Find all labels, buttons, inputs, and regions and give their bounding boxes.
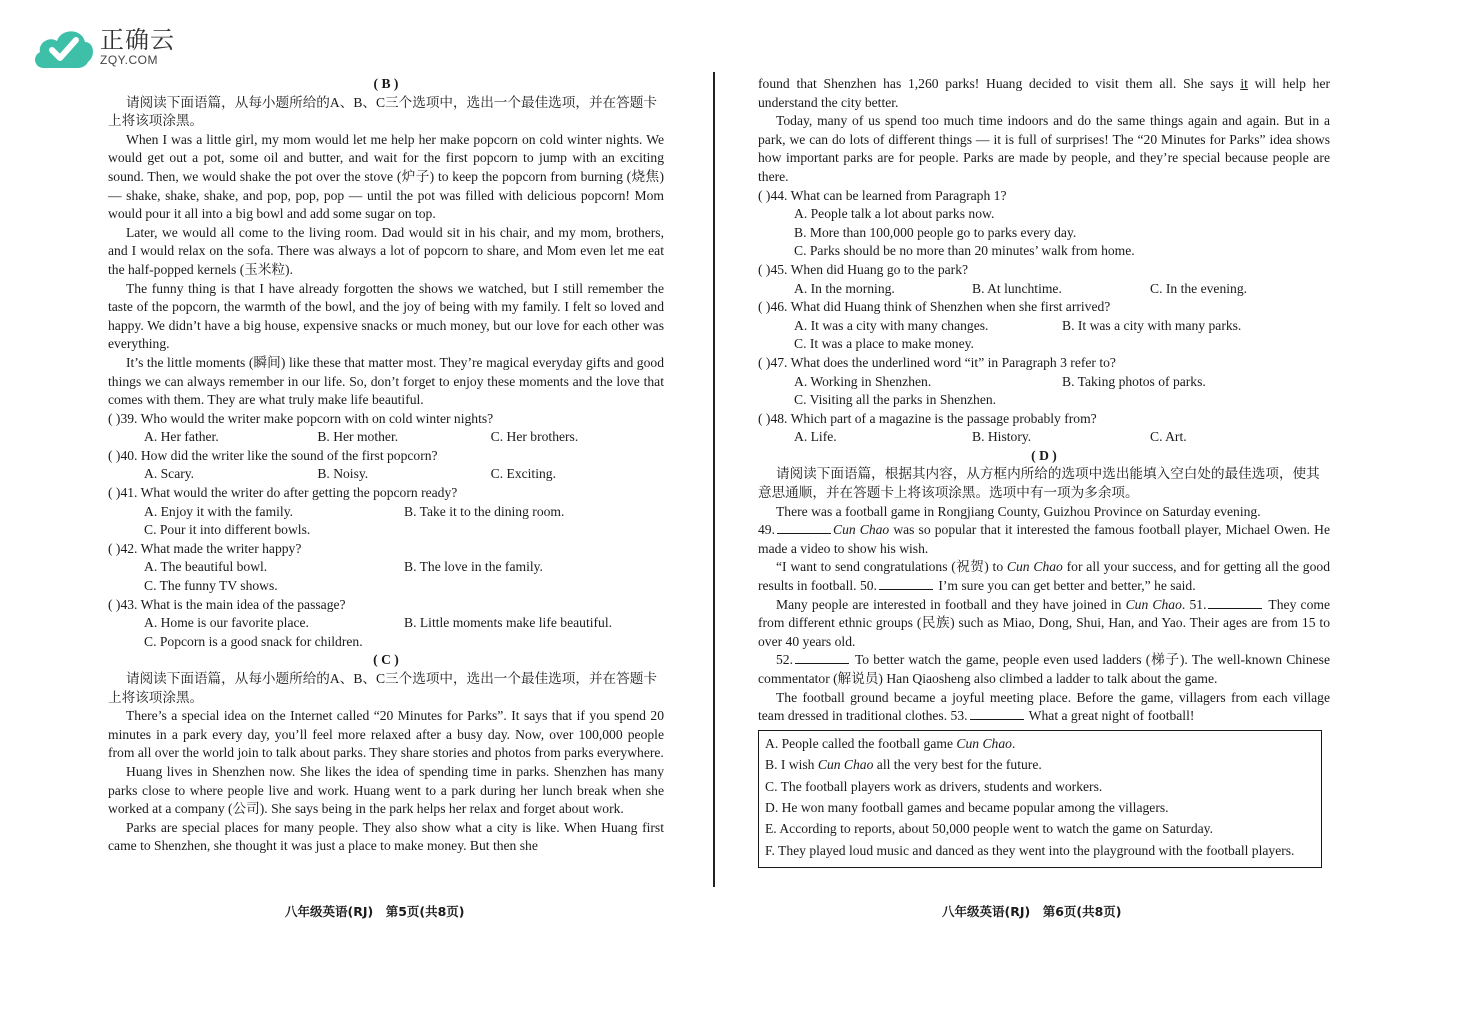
left-page-column <box>108 75 664 856</box>
question-42: ( )42. What made the writer happy? <box>108 540 302 556</box>
answer-blank-51 <box>1208 596 1262 609</box>
question-42-options <box>108 558 664 577</box>
passage-c-paragraph-2: Huang lives in Shenzhen now. She likes the idea of spending time in parks. Shenzhen has many parks close to where people live and work. Huang went to a park during her lunch break when she worked at a company (公司). She says being in the park helps her relax and forget about work. <box>108 763 664 817</box>
option: A. Life. <box>794 429 837 445</box>
passage-c-paragraph-3-continued <box>758 75 1330 112</box>
question-40-options <box>108 465 664 484</box>
passage-c-paragraph-1: There’s a special idea on the Internet called “20 Minutes for Parks”. It says that if you spend 20 minutes in a park every day, you’ll feel more relaxed after a busy day. Now, over 100,000 people from all over the world join to talk about parks. They share stories and photos from parks everywhere. <box>108 708 664 761</box>
section-d-instructions: 请阅读下面语篇，根据其内容，从方框内所给的选项中选出能填入空白处的最佳选项，使其意思通顺，并在答题卡上将该项涂黑。选项中有一项为多余项。 <box>758 466 1320 501</box>
right-page-column <box>758 75 1330 868</box>
section-b-instructions: 请阅读下面语篇，从每小题所给的A、B、C三个选项中，选出一个最佳选项，并在答题卡上将该项涂黑。 <box>108 94 657 129</box>
text-run: “I want to send congratulations (祝贺) to <box>776 559 1007 575</box>
text-run: To better watch the game, people even used ladders (梯子). The well-known Chinese commentator (解说员) Han Qiaosheng also climbed a ladder to talk about the game. <box>758 652 1330 686</box>
passage-b-paragraph-4: It’s the little moments (瞬间) like these that matter most. They’re magical everyday gifts and good things we can always remember in our life. So, don’t forget to enjoy these moments and the love that comes with them. They are what truly make life beautiful. <box>108 354 664 408</box>
question-44-option-c <box>758 242 1330 261</box>
option: A. Her father. <box>144 429 219 445</box>
text-run: The football ground became a joyful meeting place. Before the game, villagers from each village team dressed in traditional clothes. 53. <box>758 689 1330 724</box>
option: A. The beautiful bowl. <box>144 559 268 575</box>
italic-term: Cun Chao <box>817 757 874 773</box>
question-43-option-c <box>108 633 664 652</box>
option: B. Noisy. <box>317 466 369 482</box>
option: A. It was a city with many changes. <box>794 317 989 333</box>
question-48: ( )48. Which part of a magazine is the passage probably from? <box>758 410 1097 426</box>
italic-term: Cun Chao <box>1125 596 1182 612</box>
text-run: all the very best for the future. <box>873 757 1042 773</box>
passage-c-paragraph-4: Today, many of us spend too much time indoors and do the same things again and again. But in a park, we can do lots of different things — it is full of surprises! The “20 Minutes for Parks” idea shows how important parks are for people. Parks are made by people, and they’re special because people are there. <box>758 113 1330 184</box>
box-option-d: D. He won many football games and became popular among the villagers. <box>765 800 1169 815</box>
italic-term: Cun Chao <box>833 522 890 538</box>
question-45-options <box>758 280 1330 299</box>
italic-term: Cun Chao <box>956 735 1012 751</box>
logo-en-text: ZQY.COM <box>100 53 158 67</box>
text-run: will help her understand the city better. <box>758 76 1331 110</box>
text-run: What a great night of football! <box>1025 708 1195 724</box>
answer-blank-52 <box>795 651 849 664</box>
question-47-option-c <box>758 391 1330 410</box>
passage-d-paragraph-1: There was a football game in Rongjiang County, Guizhou Province on Saturday evening. <box>776 503 1261 519</box>
section-c-heading: ( C ) <box>373 652 399 668</box>
text-run: . <box>1011 735 1016 751</box>
option: B. Taking photos of parks. <box>1062 373 1206 389</box>
question-44-option-a <box>758 205 1330 224</box>
option: C. Popcorn is a good snack for children. <box>144 633 363 649</box>
question-41: ( )41. What would the writer do after getting the popcorn ready? <box>108 485 458 501</box>
option: B. Her mother. <box>317 429 399 445</box>
column-divider <box>713 72 715 887</box>
passage-d-paragraph-6 <box>758 689 1330 726</box>
passage-b-paragraph-2: Later, we would all come to the living room. Dad would sit in his chair, and my mom, brothers, and I would relax on the sofa. There was always a lot of popcorn to share, and Mom even let me eat the half-popped kernels (玉米粒). <box>108 224 664 277</box>
question-48-options <box>758 428 1330 447</box>
text-run: was so popular that it interested the famous football player, Michael Owen. He made a video to show his wish. <box>758 522 1330 556</box>
cloud-check-icon <box>30 22 96 72</box>
option: A. People talk a lot about parks now. <box>794 206 995 222</box>
box-option-e: E. According to reports, about 50,000 people went to watch the game on Saturday. <box>765 821 1213 837</box>
site-logo <box>30 22 175 72</box>
question-47: ( )47. What does the underlined word “it” in Paragraph 3 refer to? <box>758 354 1116 370</box>
passage-b-paragraph-3: The funny thing is that I have already forgotten the shows we watched, but I still remember the taste of the popcorn, the warmth of the bowl, and the joy of being with my family. I felt so loved and happy. We didn’t have a big house, expensive snacks or much money, but our love for each other was everything. <box>108 280 664 352</box>
option: B. History. <box>972 429 1032 445</box>
logo-cn-text: 正确云 <box>100 26 175 54</box>
section-c-instructions: 请阅读下面语篇，从每小题所给的A、B、C三个选项中，选出一个最佳选项，并在答题卡上将该项涂黑。 <box>108 671 657 705</box>
section-b-heading: ( B ) <box>373 76 399 91</box>
option: C. It was a place to make money. <box>794 336 974 352</box>
answer-blank-49 <box>777 521 831 534</box>
footer-page-6: 八年级英语(RJ) 第6页(共8页) <box>942 904 1122 919</box>
text-run: . 51. <box>1181 596 1207 612</box>
question-41-option-c <box>108 521 664 540</box>
options-box <box>758 730 1322 868</box>
text-run: They come from different ethnic groups (民族) such as Miao, Dong, Shui, Han, and Yao. Their ages are from 15 to over 40 years old. <box>758 596 1330 649</box>
footer-page-5: 八年级英语(RJ) 第5页(共8页) <box>285 904 465 919</box>
question-42-option-c <box>108 577 664 596</box>
option: C. Her brothers. <box>490 429 579 445</box>
option: A. Working in Shenzhen. <box>794 373 932 389</box>
option: B. The love in the family. <box>404 559 543 575</box>
option: C. Visiting all the parks in Shenzhen. <box>794 392 997 408</box>
option: B. Little moments make life beautiful. <box>404 615 613 631</box>
passage-d-paragraph-4 <box>758 596 1330 652</box>
text-run: B. I wish <box>765 757 818 773</box>
text-run: 52. <box>776 652 793 668</box>
text-run: A. People called the football game <box>765 735 957 751</box>
question-46: ( )46. What did Huang think of Shenzhen when she first arrived? <box>758 299 1111 315</box>
question-46-option-c <box>758 335 1330 354</box>
passage-d-paragraph-3 <box>758 558 1330 595</box>
box-option-f: F. They played loud music and danced as they went into the playground with the football players. <box>765 842 1295 858</box>
question-39: ( )39. Who would the writer make popcorn with on cold winter nights? <box>108 410 494 426</box>
option: A. Enjoy it with the family. <box>144 503 294 519</box>
question-39-options <box>108 428 664 447</box>
question-44-option-b <box>758 224 1330 243</box>
passage-b-paragraph-1: When I was a little girl, my mom would let me help her make popcorn on cold winter nights. We would get out a pot, some oil and butter, and wait for the first popcorn to jump with an exciting sound. Then, we would shake the pot over the stove (炉子) to keep the popcorn from burning (烧焦) — shake, shake, shake, and pop, pop, pop — until the pot was filled with delicious popcorn! Mom would pour it all into a big bowl and add some sugar on top. <box>108 131 664 222</box>
question-44: ( )44. What can be learned from Paragraph 1? <box>758 187 1007 203</box>
text-run: found that Shenzhen has 1,260 parks! Huang decided to visit them all. She says <box>758 76 1241 91</box>
option: C. Parks should be no more than 20 minutes’ walk from home. <box>794 243 1135 259</box>
option: C. Art. <box>1150 429 1187 445</box>
option: B. Take it to the dining room. <box>404 503 565 519</box>
option: C. In the evening. <box>1150 280 1248 296</box>
passage-c-paragraph-3: Parks are special places for many people. They also show what a city is like. When Huang first came to Shenzhen, she thought it was just a place to make money. But then she <box>108 819 664 854</box>
option: C. Exciting. <box>490 466 556 482</box>
question-40: ( )40. How did the writer like the sound of the first popcorn? <box>108 447 438 463</box>
answer-blank-53 <box>970 707 1024 720</box>
option: C. Pour it into different bowls. <box>144 522 311 538</box>
question-47-options <box>758 373 1330 392</box>
box-option-b <box>765 754 1315 775</box>
question-43-options <box>108 614 664 633</box>
box-option-c: C. The football players work as drivers, students and workers. <box>765 778 1103 794</box>
option: A. In the morning. <box>794 280 895 296</box>
question-43: ( )43. What is the main idea of the passage? <box>108 596 346 612</box>
option: C. The funny TV shows. <box>144 578 278 594</box>
answer-blank-50 <box>879 577 933 590</box>
option: B. At lunchtime. <box>972 280 1062 296</box>
text-run: I’m sure you can get better and better,” he said. <box>934 578 1196 594</box>
question-46-options <box>758 317 1330 336</box>
option: B. More than 100,000 people go to parks every day. <box>794 224 1077 240</box>
option: A. Scary. <box>144 466 195 482</box>
italic-term: Cun Chao <box>1006 559 1063 575</box>
question-45: ( )45. When did Huang go to the park? <box>758 261 969 277</box>
box-option-a <box>765 733 1315 754</box>
option: A. Home is our favorite place. <box>144 615 309 631</box>
underlined-word-it: it <box>1240 76 1248 91</box>
option: B. It was a city with many parks. <box>1062 317 1242 333</box>
text-run: for all your success, and for getting all the good results in football. 50. <box>758 559 1330 594</box>
blank-number: 49. <box>758 522 775 538</box>
passage-d-paragraph-2 <box>758 521 1330 558</box>
section-d-heading: ( D ) <box>1031 447 1057 463</box>
passage-d-paragraph-5 <box>758 651 1330 688</box>
question-41-options <box>108 503 664 522</box>
text-run: Many people are interested in football and they have joined in <box>776 596 1126 612</box>
